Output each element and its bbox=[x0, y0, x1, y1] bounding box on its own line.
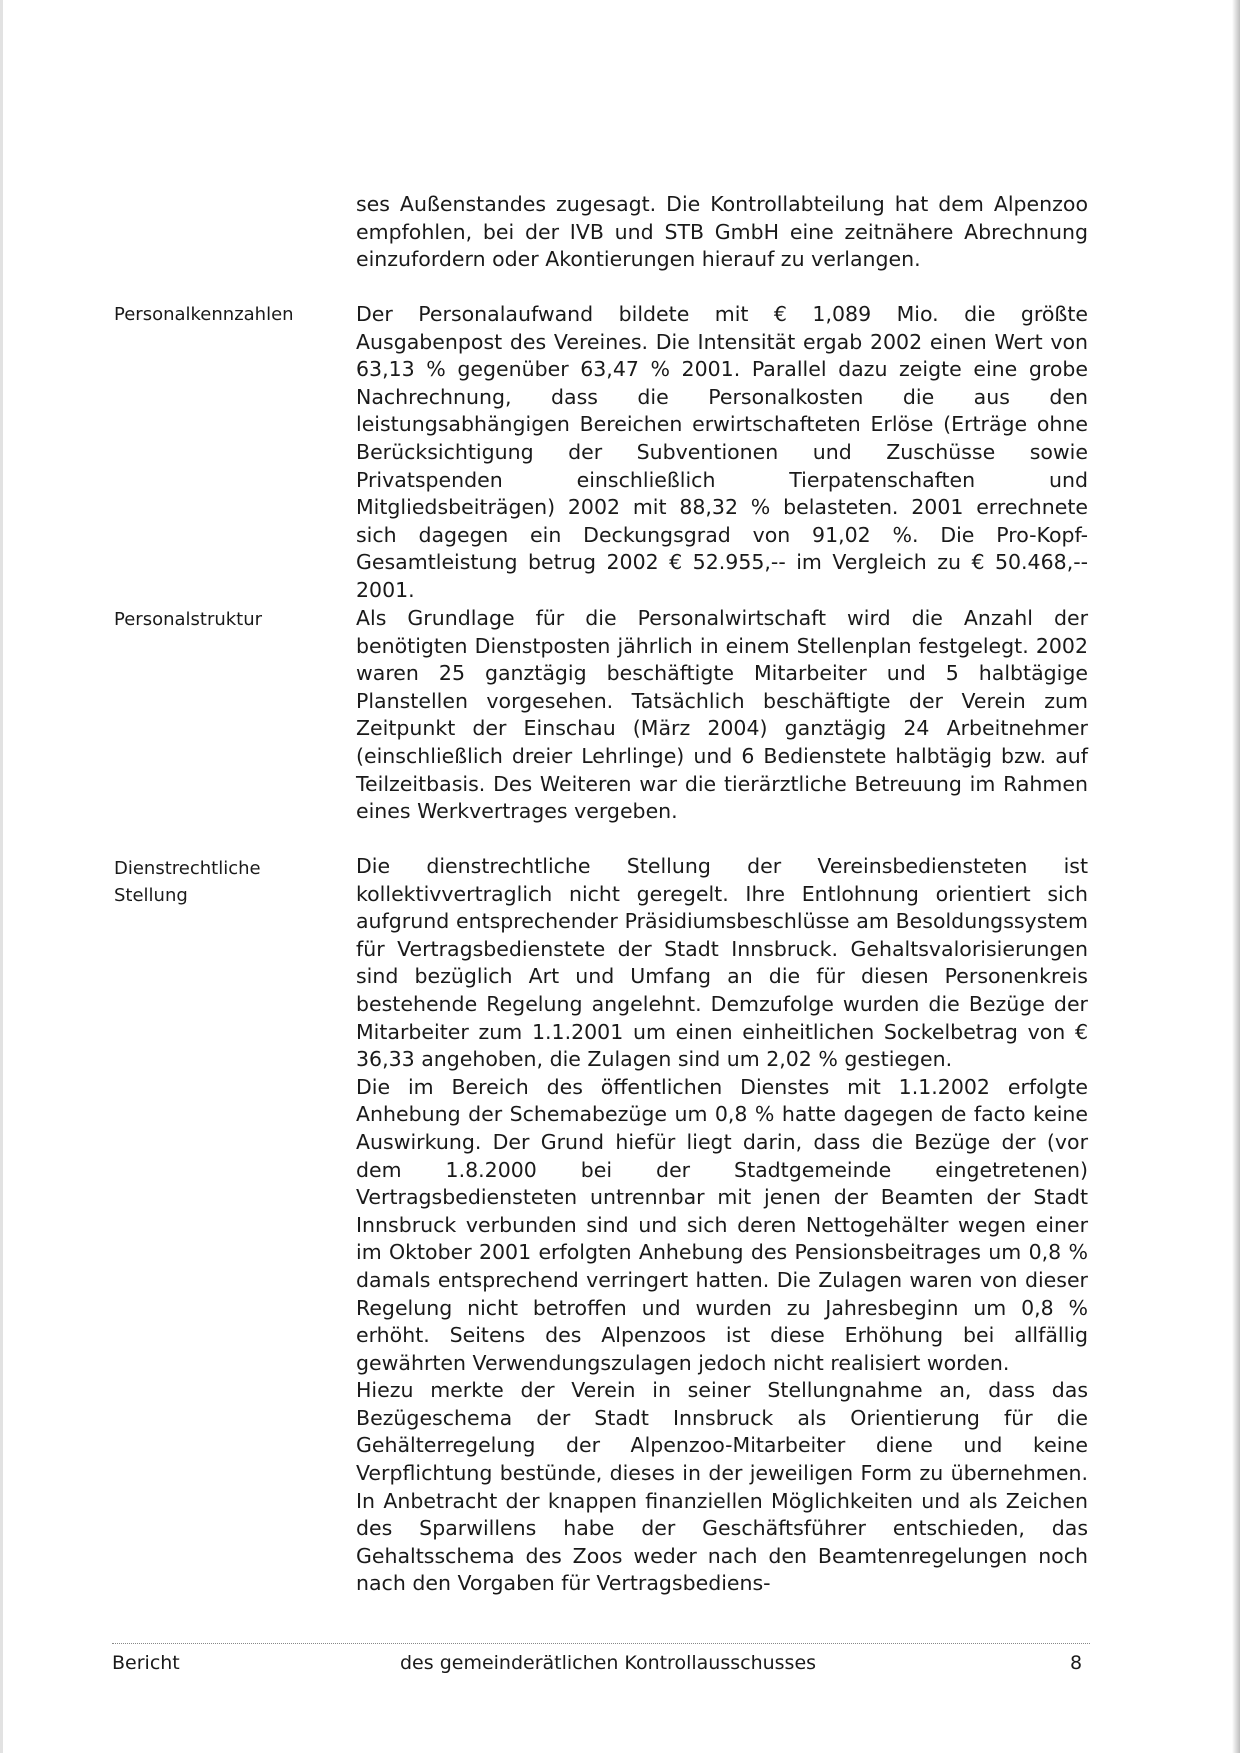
page-number: 8 bbox=[1070, 1652, 1083, 1674]
personalstruktur-text-block bbox=[356, 605, 1088, 826]
footer-left-text: Bericht bbox=[112, 1652, 180, 1674]
paragraph: Als Grundlage für die Personalwirtschaft wird die Anzahl der benötigten Dienstposten jährlich in einem Stellenplan festgelegt. 2002 waren 25 ganztägig beschäftigte Mitarbeiter und 5 halbtägige Planstellen vorgesehen. Tatsächlich beschäftigte der Verein zum Zeitpunkt der Einschau (März 2004) ganztägig 24 Arbeitnehmer (einschließlich dreier Lehrlinge) und 6 Bedienstete halbtägig bzw. auf Teilzeitbasis. Des Weiteren war die tierärztliche Betreuung im Rahmen eines Werkvertrages vergeben. bbox=[356, 606, 1088, 824]
paragraph: Die im Bereich des öffentlichen Dienstes mit 1.1.2002 erfolgte Anhebung der Schemabezüge um 0,8 % hatte dagegen de facto keine Auswirkung. Der Grund hiefür liegt darin, dass die Bezüge der (vor dem 1.8.2000 bei der Stadtgemeinde eingetretenen) Vertragsbediensteten untrennbar mit jenen der Beamten der Stadt Innsbruck verbunden sind und sich deren Nettogehälter wegen einer im Oktober 2001 erfolgten Anhebung des Pensionsbeitrages um 0,8 % damals entsprechend verringert hatten. Die Zulagen waren von dieser Regelung nicht betroffen und wurden zu Jahresbeginn um 0,8 % erhöht. Seitens des Alpenzoos ist diese Erhöhung bei allfällig gewährten Verwendungszulagen jedoch nicht realisiert worden. bbox=[356, 1074, 1088, 1375]
scan-edge-right bbox=[1232, 0, 1240, 1753]
footer-divider bbox=[112, 1643, 1090, 1644]
continuation-text-block bbox=[356, 191, 1088, 274]
paragraph: Hiezu merkte der Verein in seiner Stellungnahme an, dass das Bezügeschema der Stadt Innsbruck als Orientierung für die Gehälterregelung der Alpenzoo-Mitarbeiter diene und keine Verpflichtung bestünde, dieses in der jeweiligen Form zu übernehmen. In Anbetracht der knappen finanziellen Möglichkeiten und als Zeichen des Sparwillens habe der Geschäftsführer entschieden, das Gehaltsschema des Zoos weder nach den Beamtenregelungen noch nach den Vorgaben für Vertragsbediens- bbox=[356, 1378, 1088, 1596]
paragraph: Die dienstrechtliche Stellung der Vereinsbediensteten ist kollektivvertraglich nicht geregelt. Ihre Entlohnung orientiert sich aufgrund entsprechender Präsidiumsbeschlüsse am Besoldungssystem für Vertragsbedienstete der Stadt Innsbruck. Gehaltsvalorisierungen sind bezüglich Art und Umfang an die für diesen Personenkreis bestehende Regelung angelehnt. Demzufolge wurden die Bezüge der Mitarbeiter zum 1.1.2001 um einen einheitlichen Sockelbetrag von € 36,33 angehoben, die Zulagen sind um 2,02 % gestiegen. bbox=[356, 854, 1088, 1072]
paragraph: ses Außenstandes zugesagt. Die Kontrollabteilung hat dem Alpenzoo empfohlen, bei der IVB und STB GmbH eine zeitnähere Abrechnung einzufordern oder Akontierungen hierauf zu verlangen. bbox=[356, 192, 1088, 272]
margin-label-dienstrechtliche-stellung: Dienstrechtliche Stellung bbox=[114, 858, 261, 906]
scan-edge-left bbox=[0, 0, 3, 1753]
paragraph: Der Personalaufwand bildete mit € 1,089 Mio. die größte Ausgabenpost des Vereines. Die Intensität ergab 2002 einen Wert von 63,13 % gegenüber 63,47 % 2001. Parallel dazu zeigte eine grobe Nachrechnung, dass die Personalkosten die aus den leistungsabhängigen Bereichen erwirtschafteten Erlöse (Erträge ohne Berücksichtigung der Subventionen und Zuschüsse sowie Privatspenden einschließlich Tierpatenschaften und Mitgliedsbeiträgen) 2002 mit 88,32 % belasteten. 2001 errechnete sich dagegen ein Deckungsgrad von 91,02 %. Die Pro-Kopf-Gesamtleistung betrug 2002 € 52.955,-- im Vergleich zu € 50.468,-- 2001. bbox=[356, 302, 1088, 602]
personalkennzahlen-text-block bbox=[356, 301, 1088, 605]
margin-label-personalkennzahlen: Personalkennzahlen bbox=[114, 304, 294, 325]
dienstrechtliche-stellung-text-block bbox=[356, 853, 1088, 1598]
footer-center-text: des gemeinderätlichen Kontrollausschusses bbox=[400, 1652, 817, 1674]
margin-label-personalstruktur: Personalstruktur bbox=[114, 609, 263, 630]
